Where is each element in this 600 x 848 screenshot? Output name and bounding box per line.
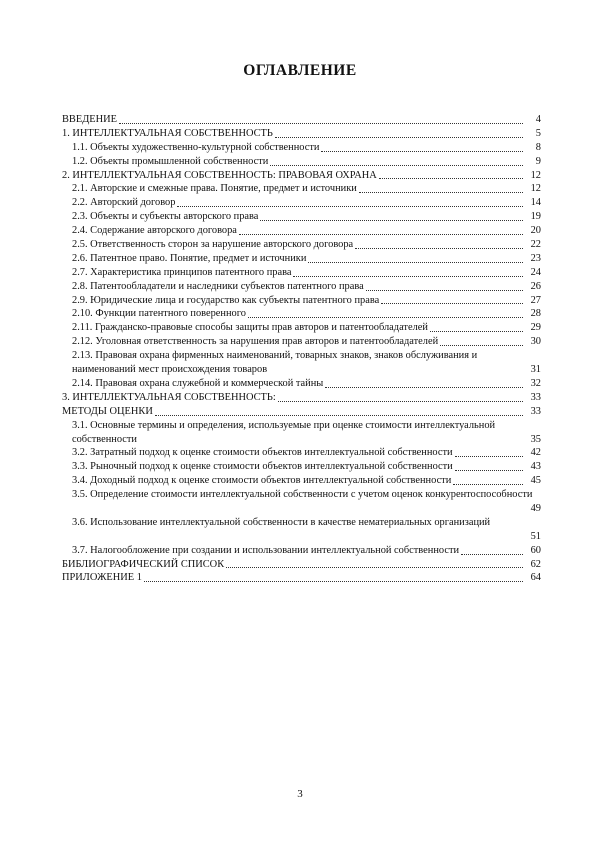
table-of-contents [62,113,541,585]
toc-entry-title: 3.6. Использование интеллектуальной собственности в качестве нематериальных организаций [72,516,491,528]
toc-entry [72,266,541,280]
toc-entry [72,460,541,474]
toc-entry-title: 3.2. Затратный подход к оценке стоимости объектов интеллектуальной собственности [72,447,453,459]
dot-leader [144,581,523,582]
page-number: 3 [297,788,303,800]
toc-entry-title: 3.7. Налогообложение при создании и использовании интеллектуальной собственности [72,544,460,556]
toc-entry-page-number: 33 [530,391,541,403]
dot-leader [453,484,523,485]
dot-leader [381,303,523,304]
toc-entry-title: 2.12. Уголовная ответственность за нарушения прав авторов и патентообладателей [72,336,439,348]
toc-entry-page-number: 43 [530,461,541,473]
toc-entry-page-number: 20 [530,225,541,237]
dot-leader [355,248,523,249]
dot-leader [440,345,523,346]
toc-entry [72,224,541,238]
toc-entry [62,169,541,183]
toc-entry-page-number: 60 [530,544,541,556]
toc-entry-page-number: 49 [530,502,541,514]
dot-leader [226,567,523,568]
toc-entry-title: 1.1. Объекты художественно-культурной собственности [72,141,320,153]
dot-leader [321,151,523,152]
toc-entry [72,377,541,391]
toc-entry-title: 2.9. Юридические лица и государство как субъекты патентного права [72,294,380,306]
toc-entry-title: 2.7. Характеристика принципов патентного права [72,266,292,278]
toc-entry-page-number: 64 [530,572,541,584]
toc-entry-title: БИБЛИОГРАФИЧЕСКИЙ СПИСОК [62,558,225,570]
toc-entry [72,349,541,377]
toc-entry-page-number: 30 [530,336,541,348]
dot-leader [293,276,523,277]
dot-leader [248,317,523,318]
toc-entry [62,405,541,419]
dot-leader [379,178,523,179]
toc-entry-page-number: 35 [530,433,541,445]
toc-entry-page-number: 31 [530,364,541,376]
dot-leader [461,554,523,555]
toc-entry [72,280,541,294]
toc-entry-title: 2.11. Гражданско-правовые способы защиты прав авторов и патентообладателей [72,322,428,334]
toc-entry-title: 2.2. Авторский договор [72,197,176,209]
toc-entry-page-number: 28 [530,308,541,320]
toc-entry [72,196,541,210]
dot-leader [308,262,523,263]
toc-entry-page-number: 4 [535,113,541,125]
dot-leader [278,401,523,402]
toc-entry [72,321,541,335]
dot-leader [359,192,523,193]
toc-entry-title: 2. ИНТЕЛЛЕКТУАЛЬНАЯ СОБСТВЕННОСТЬ: ПРАВОВАЯ ОХРАНА [62,169,377,181]
toc-entry [62,127,541,141]
toc-entry [72,210,541,224]
toc-entry-page-number: 42 [530,447,541,459]
toc-entry [62,391,541,405]
toc-entry-page-number: 8 [535,141,541,153]
toc-entry-page-number: 51 [530,530,541,542]
dot-leader [119,123,523,124]
toc-entry-title: 2.14. Правовая охрана служебной и коммерческой тайны [72,377,324,389]
toc-entry-title: 1. ИНТЕЛЛЕКТУАЛЬНАЯ СОБСТВЕННОСТЬ [62,127,273,139]
dot-leader [275,137,523,138]
page-title: ОГЛАВЛЕНИЕ [243,62,357,79]
toc-entry-title: 2.4. Содержание авторского договора [72,225,237,237]
dot-leader [239,234,523,235]
toc-entry-title: 2.1. Авторские и смежные права. Понятие, предмет и источники [72,183,357,195]
toc-entry-page-number: 19 [530,211,541,223]
toc-entry-title: 3.5. Определение стоимости интеллектуальной собственности с учетом оценок конкурентоспособности [72,489,533,501]
toc-entry [72,446,541,460]
toc-entry [72,238,541,252]
toc-entry-title: 3.3. Рыночный подход к оценке стоимости объектов интеллектуальной собственности [72,461,453,473]
dot-leader [455,470,523,471]
dot-leader [260,220,523,221]
dot-leader [177,206,523,207]
toc-entry-page-number: 29 [530,322,541,334]
dot-leader [270,165,523,166]
toc-entry-page-number: 5 [535,127,541,139]
toc-entry [72,335,541,349]
dot-leader [455,456,523,457]
toc-entry-title: 3.1. Основные термины и определения, используемые при оценке стоимости интеллектуальной собственности [72,419,496,445]
toc-entry-page-number: 32 [530,377,541,389]
toc-entry-title: 1.2. Объекты промышленной собственности [72,155,269,167]
toc-entry-page-number: 9 [535,155,541,167]
toc-entry [72,252,541,266]
toc-entry [72,488,541,516]
toc-entry [72,141,541,155]
toc-entry-page-number: 14 [530,197,541,209]
toc-entry-title: 3. ИНТЕЛЛЕКТУАЛЬНАЯ СОБСТВЕННОСТЬ: [62,391,276,403]
toc-entry-page-number: 26 [530,280,541,292]
toc-entry [72,544,541,558]
dot-leader [366,290,523,291]
toc-entry-page-number: 22 [530,239,541,250]
toc-entry [72,155,541,169]
dot-leader [325,387,523,388]
toc-entry-page-number: 27 [530,294,541,306]
dot-leader [430,331,523,332]
toc-entry [72,182,541,196]
dot-leader [155,415,523,416]
toc-entry-page-number: 12 [530,183,541,195]
toc-entry [72,516,541,544]
toc-entry-page-number: 45 [530,475,541,487]
toc-entry-page-number: 23 [530,252,541,264]
toc-entry-title: ВВЕДЕНИЕ [62,114,117,125]
toc-entry-title: 2.3. Объекты и субъекты авторского права [72,211,259,223]
toc-entry [72,419,541,447]
toc-entry-title: 2.13. Правовая охрана фирменных наименований, товарных знаков, знаков обслуживания и наименований мест происхождения товаров [72,350,478,376]
toc-entry-title: ПРИЛОЖЕНИЕ 1 [62,572,142,584]
toc-entry-title: 3.4. Доходный подход к оценке стоимости объектов интеллектуальной собственности [72,475,452,487]
toc-entry-title: 2.5. Ответственность сторон за нарушение авторского договора [72,239,354,251]
toc-entry [72,294,541,308]
toc-entry-page-number: 24 [530,266,541,278]
toc-entry [62,113,541,127]
toc-entry-title: МЕТОДЫ ОЦЕНКИ [62,405,153,417]
toc-entry [62,558,541,572]
toc-entry-page-number: 62 [530,558,541,570]
toc-entry-page-number: 33 [530,405,541,417]
toc-entry-title: 2.10. Функции патентного поверенного [72,308,246,320]
toc-entry [72,474,541,488]
toc-entry-page-number: 12 [530,169,541,181]
toc-entry [72,307,541,321]
toc-entry-title: 2.6. Патентное право. Понятие, предмет и источники [72,252,307,264]
toc-entry-title: 2.8. Патентообладатели и наследники субъектов патентного права [72,280,364,292]
toc-entry [62,571,541,585]
